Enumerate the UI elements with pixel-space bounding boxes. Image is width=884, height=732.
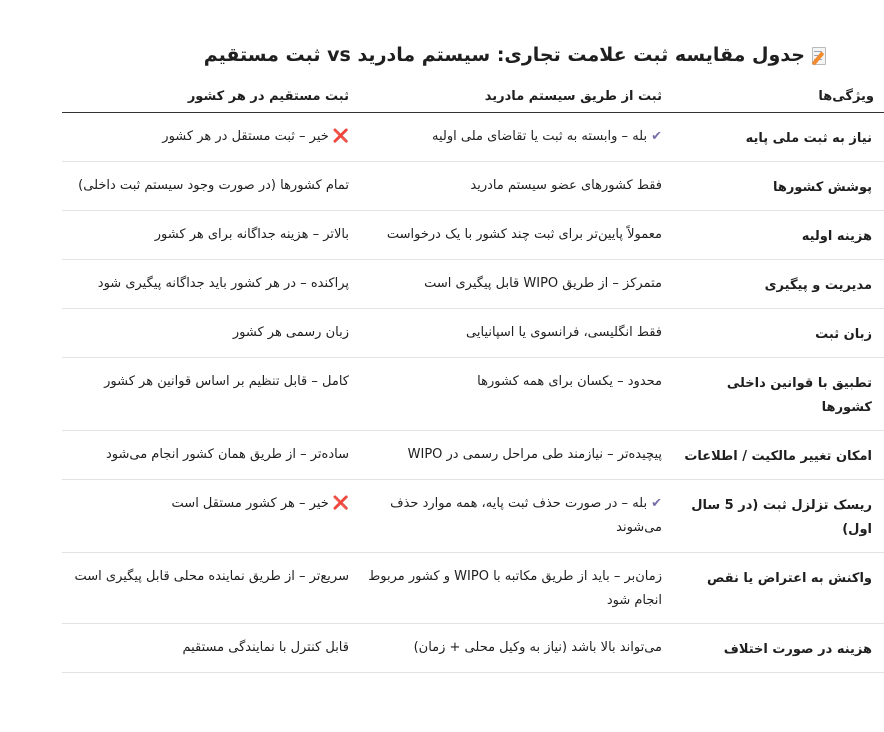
cell-direct xyxy=(62,480,357,553)
table-row xyxy=(62,113,884,162)
cell-feature: پوشش کشورها xyxy=(670,162,884,211)
table-body xyxy=(62,113,884,673)
table-row xyxy=(62,480,884,553)
cell-madrid-text: معمولاً پایین‌تر برای ثبت چند کشور با یک درخواست xyxy=(386,227,662,242)
table-row xyxy=(62,211,884,260)
cell-madrid xyxy=(357,624,670,673)
cell-madrid xyxy=(357,358,670,431)
cell-direct-text: خیر – ثبت مستقل در هر کشور xyxy=(162,129,329,144)
cell-madrid-text: متمرکز – از طریق WIPO قابل پیگیری است xyxy=(424,276,662,291)
cell-direct-text: بالاتر – هزینه جداگانه برای هر کشور xyxy=(154,227,349,242)
cell-madrid-text: بله – وابسته به ثبت یا تقاضای ملی اولیه xyxy=(431,129,648,144)
cell-madrid-text: می‌تواند بالا باشد (نیاز به وکیل محلی + زمان) xyxy=(413,640,662,655)
comparison-table xyxy=(62,80,884,673)
header-features: ویژگی‌ها xyxy=(670,80,884,113)
cell-madrid xyxy=(357,480,670,553)
cell-direct xyxy=(62,624,357,673)
cell-madrid-text: پیچیده‌تر – نیازمند طی مراحل رسمی در WIPO xyxy=(407,447,662,462)
cell-feature: واکنش به اعتراض یا نقص xyxy=(670,553,884,624)
cell-madrid-text: فقط کشورهای عضو سیستم مادرید xyxy=(470,178,662,193)
cell-madrid xyxy=(357,309,670,358)
cell-direct-text: کامل – قابل تنظیم بر اساس قوانین هر کشور xyxy=(104,374,349,389)
cell-madrid-text: زمان‌بر – باید از طریق مکاتبه با WIPO و کشور مربوط انجام شود xyxy=(368,569,662,608)
cell-direct xyxy=(62,358,357,431)
cross-mark-icon: ❌ xyxy=(332,496,349,511)
cell-direct-text: خیر – هر کشور مستقل است xyxy=(171,496,329,511)
cell-madrid xyxy=(357,553,670,624)
cell-direct-text: قابل کنترل با نمایندگی مستقیم xyxy=(182,640,349,655)
cell-direct xyxy=(62,431,357,480)
cell-direct xyxy=(62,309,357,358)
cell-direct xyxy=(62,553,357,624)
checkmark-icon: ✔ xyxy=(651,496,662,511)
page-title xyxy=(204,44,828,66)
table-row xyxy=(62,431,884,480)
cross-mark-icon: ❌ xyxy=(332,129,349,144)
memo-icon xyxy=(811,46,828,65)
cell-madrid-text: بله – در صورت حذف ثبت پایه، همه موارد حذف می‌شوند xyxy=(390,496,662,535)
table-row xyxy=(62,553,884,624)
cell-direct xyxy=(62,260,357,309)
table-header-row xyxy=(62,80,884,113)
cell-feature: هزینه اولیه xyxy=(670,211,884,260)
page-title-text: جدول مقایسه ثبت علامت تجاری: سیستم مادرید vs ثبت مستقیم xyxy=(203,44,805,66)
table-row xyxy=(62,309,884,358)
cell-direct-text: تمام کشورها (در صورت وجود سیستم ثبت داخلی) xyxy=(78,178,349,193)
table-row xyxy=(62,358,884,431)
cell-madrid xyxy=(357,162,670,211)
cell-direct-text: زبان رسمی هر کشور xyxy=(232,325,349,340)
cell-madrid-text: محدود – یکسان برای همه کشورها xyxy=(477,374,662,389)
cell-feature: هزینه در صورت اختلاف xyxy=(670,624,884,673)
cell-feature: مدیریت و پیگیری xyxy=(670,260,884,309)
cell-feature: زبان ثبت xyxy=(670,309,884,358)
cell-direct xyxy=(62,162,357,211)
cell-direct xyxy=(62,211,357,260)
header-madrid: ثبت از طریق سیستم مادرید xyxy=(357,80,670,113)
cell-direct xyxy=(62,113,357,162)
cell-madrid xyxy=(357,260,670,309)
table-row xyxy=(62,162,884,211)
cell-madrid-text: فقط انگلیسی، فرانسوی یا اسپانیایی xyxy=(466,325,662,340)
cell-direct-text: سریع‌تر – از طریق نماینده محلی قابل پیگیری است xyxy=(74,569,349,584)
cell-direct-text: پراکنده – در هر کشور باید جداگانه پیگیری شود xyxy=(97,276,349,291)
cell-madrid xyxy=(357,431,670,480)
cell-feature: نیاز به ثبت ملی پایه xyxy=(670,113,884,162)
table-row xyxy=(62,624,884,673)
table-row xyxy=(62,260,884,309)
header-direct: ثبت مستقیم در هر کشور xyxy=(62,80,357,113)
cell-madrid xyxy=(357,113,670,162)
cell-madrid xyxy=(357,211,670,260)
checkmark-icon: ✔ xyxy=(651,129,662,144)
cell-feature: تطبیق با قوانین داخلی کشورها xyxy=(670,358,884,431)
cell-feature: امکان تغییر مالکیت / اطلاعات xyxy=(670,431,884,480)
cell-feature: ریسک تزلزل ثبت (در 5 سال اول) xyxy=(670,480,884,553)
cell-direct-text: ساده‌تر – از طریق همان کشور انجام می‌شود xyxy=(105,447,349,462)
